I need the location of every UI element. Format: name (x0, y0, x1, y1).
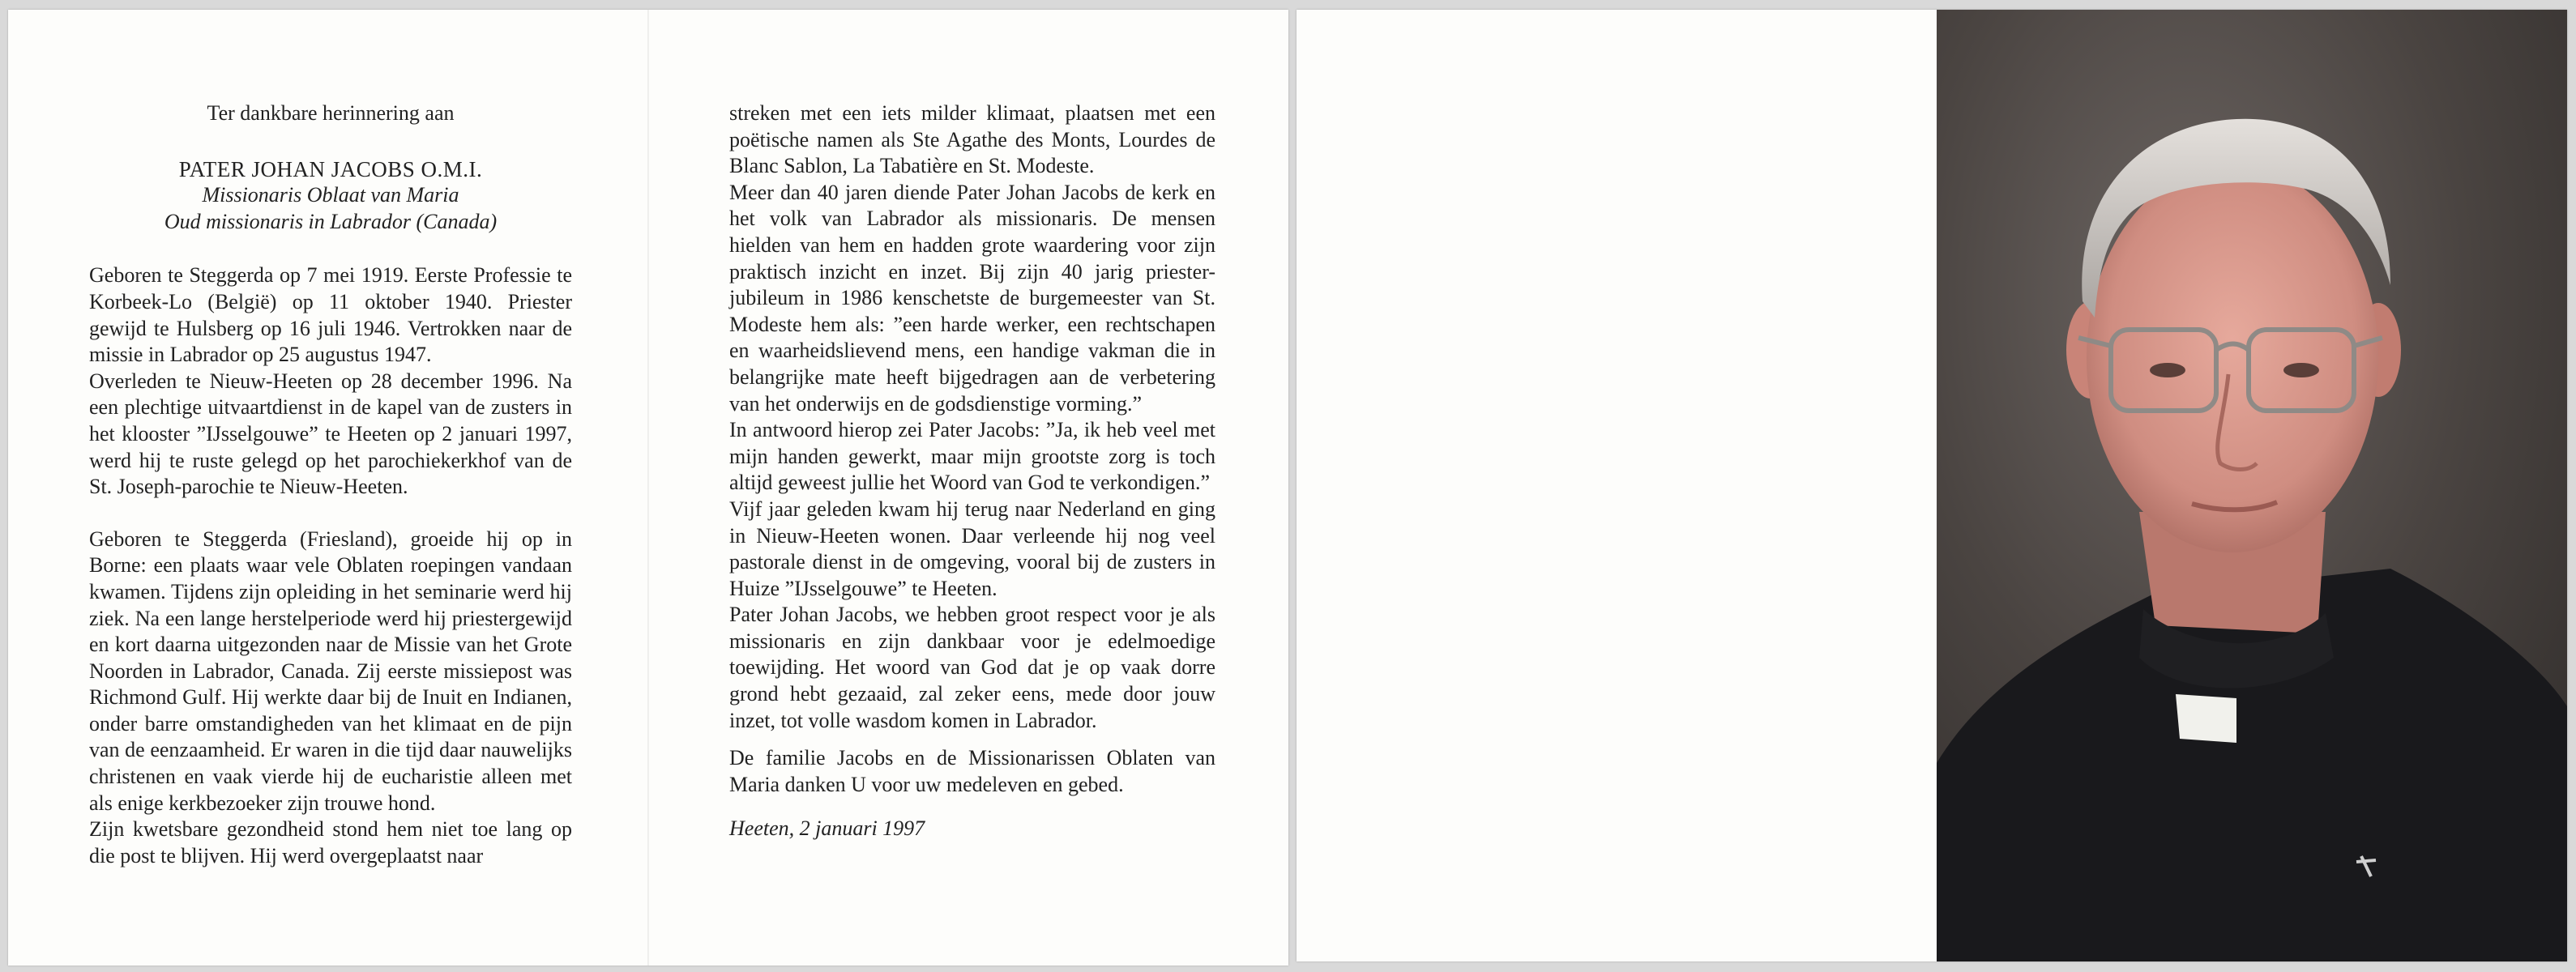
subtitle-oblate: Missionaris Oblaat van Maria (202, 183, 459, 207)
middle-text-column (729, 100, 1215, 842)
date-place: Heeten, 2 januari 1997 (729, 816, 925, 841)
service-paragraph: Meer dan 40 jaren diende Pater Johan Jacobs de kerk en het volk van Labrador als missionaris. De mensen hielden van hem en hadden grote waardering voor zijn praktisch inzicht en inzet. Bij zijn 40 jarig priester-jubileum in 1986 kenschetste de burgemeester van St. Modeste hem als: ”een harde werker, een rechtschapen en waarheidslievend mens, een handige vakman die in belangrijke mate heeft bijgedragen aan de verbetering van het onderwijs en de godsdienstige vorming.” (729, 180, 1215, 416)
intro-line: Ter dankbare herinnering aan (207, 101, 455, 125)
deceased-name: PATER JOHAN JACOBS O.M.I. (178, 156, 483, 181)
tribute-paragraph: Pater Johan Jacobs, we hebben groot respect voor je als missionaris en zijn dankbaar voor je edelmoedige toewijding. Het woord van God dat je op vaak dorre grond hebt gezaaid, zal zeker eens, mede door jouw inzet, tot volle wasdom komen in Labrador. (729, 603, 1215, 732)
return-paragraph: Vijf jaar geleden kwam hij terug naar Nederland en ging in Nieuw-Heeten wonen. Daar verleende hij nog veel pastorale dienst in de omgeving, vooral bij de zusters in Huize ”IJsselgouwe” te Heeten. (729, 497, 1215, 600)
portrait-photo (1937, 10, 2567, 961)
memorial-card-back (1297, 10, 2567, 961)
subtitle-missionary: Oud missionaris in Labrador (Canada) (164, 209, 498, 233)
mission-places-paragraph: streken met een iets milder klimaat, plaatsen met een poëtische namen als Ste Agathe des Monts, Lourdes de Blanc Sablon, La Tabatière en St. Modeste. (729, 101, 1215, 178)
card-fold-line (647, 10, 649, 966)
biography-paragraph: Geboren te Steggerda (Friesland), groeide hij op in Borne: een plaats waar vele Oblaten roepingen vandaan kwamen. Tijdens zijn opleiding in het seminarie werd hij ziek. Na een lange herstelperiode werd hij priestergewijd en kort daarna uitgezonden naar de Missie van het Grote Noorden in Labrador, Canada. Zij eerste missiepost was Richmond Gulf. Hij werkte daar bij de Inuit en Indianen, onder barre omstandigheden van het klimaat en de pijn van de eenzaamheid. Er waren in die tijd daar nauwelijks christenen en vaak vierde hij de eucharistie alleen met als enige kerkbezoeker zijn trouwe hond. (89, 526, 572, 815)
portrait-illustration (1937, 10, 2567, 961)
left-text-column (89, 91, 572, 869)
white-collar-tab (2176, 694, 2236, 743)
face-shape (2087, 164, 2378, 552)
birth-paragraph: Geboren te Steggerda op 7 mei 1919. Eerste Professie te Korbeek-Lo (België) op 11 oktober 1940. Priester gewijd te Hulsberg op 16 juli 1946. Vertrokken naar de missie in Labrador op 25 augustus 1947. (89, 263, 572, 367)
health-paragraph: Zijn kwetsbare gezondheid stond hem niet toe lang op die post te blijven. Hij werd overgeplaatst naar (89, 817, 572, 868)
reply-paragraph: In antwoord hierop zei Pater Jacobs: ”Ja, ik heb veel met mijn handen gewerkt, maar mijn grootste zorg is toch altijd geweest jullie het Woord van God te verkondigen.” (729, 418, 1215, 495)
family-thanks: De familie Jacobs en de Missionarissen Oblaten van Maria danken U voor uw medeleven en gebed. (729, 746, 1215, 796)
death-paragraph: Overleden te Nieuw-Heeten op 28 december 1996. Na een plechtige uitvaartdienst in de kapel van de zusters in het klooster ”IJsselgouwe” te Heeten op 2 januari 1997, werd hij te ruste gelegd op het parochiekerkhof van de St. Joseph-parochie te Nieuw-Heeten. (89, 369, 572, 499)
memorial-card-inside (8, 10, 1288, 966)
